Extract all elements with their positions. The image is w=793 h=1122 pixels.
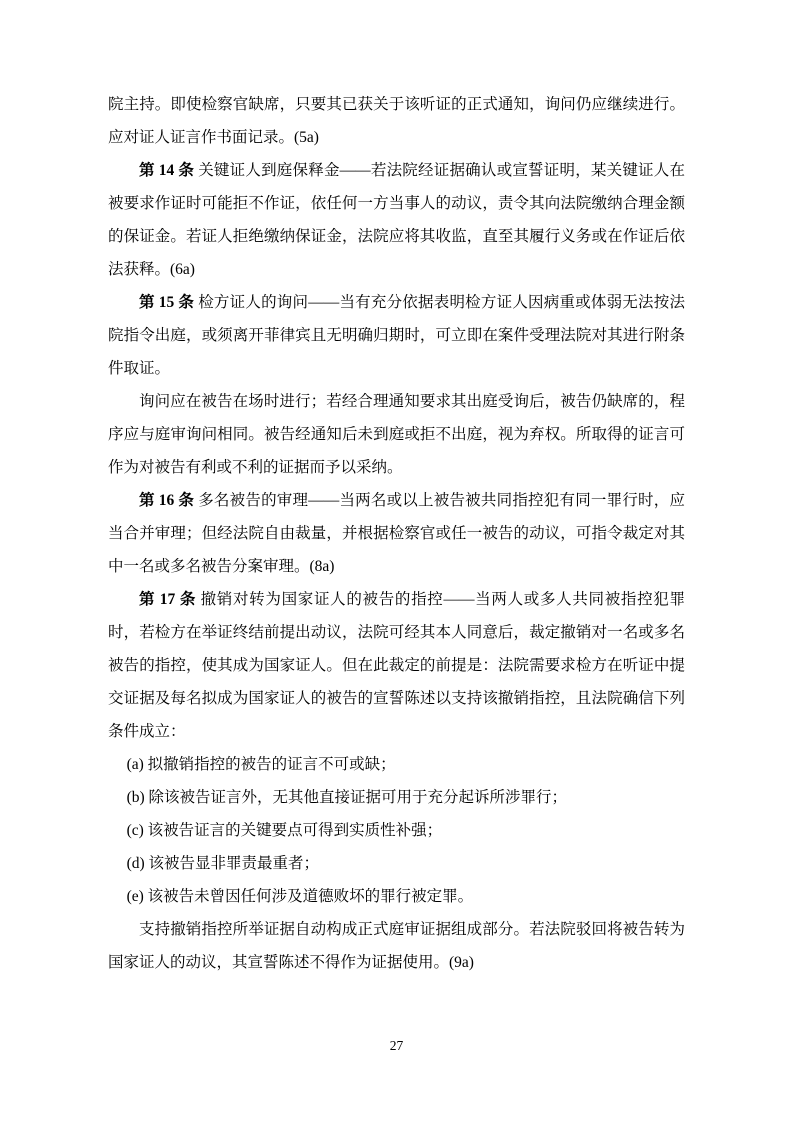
condition-marker: (b) <box>126 789 145 806</box>
condition-marker: (c) <box>126 822 144 839</box>
condition-marker: (d) <box>126 855 145 872</box>
page-number-footer <box>0 1038 793 1054</box>
paragraph-article-15-continued <box>108 385 685 484</box>
article-label-15: 第 15 条 <box>139 294 195 311</box>
condition-text: 该被告未曾因任何涉及道德败坏的罪行被定罪。 <box>147 888 474 905</box>
condition-item-b <box>108 781 685 814</box>
article-label-17: 第 17 条 <box>139 591 197 608</box>
paragraph-article-16 <box>108 484 685 583</box>
condition-text: 该被告显非罪责最重者； <box>148 855 320 872</box>
page-number: 27 <box>389 1038 404 1053</box>
condition-text: 除该被告证言外，无其他直接证据可用于充分起诉所涉罪行； <box>148 789 568 806</box>
condition-marker: (e) <box>126 888 144 905</box>
condition-item-c <box>108 814 685 847</box>
article-label-16: 第 16 条 <box>139 492 195 509</box>
paragraph-article-14 <box>108 154 685 286</box>
paragraph-text: 检方证人的询问——当有充分依据表明检方证人因病重或体弱无法按法院指令出庭，或须离开菲律宾且无明确归期时，可立即在案件受理法院对其进行附条件取证。 <box>108 294 685 377</box>
paragraph-text: 多名被告的审理——当两名或以上被告被共同指控犯有同一罪行时，应当合并审理；但经法院自由裁量，并根据检察官或任一被告的动议，可指令裁定对其中一名或多名被告分案审理。(8a) <box>108 492 685 575</box>
paragraph-text: 院主持。即使检察官缺席，只要其已获关于该听证的正式通知，询问仍应继续进行。应对证人证言作书面记录。(5a) <box>108 96 685 146</box>
condition-item-d <box>108 847 685 880</box>
paragraph-text: 支持撤销指控所举证据自动构成正式庭审证据组成部分。若法院驳回将被告转为国家证人的动议，其宣誓陈述不得作为证据使用。(9a) <box>108 921 685 971</box>
condition-item-e <box>108 880 685 913</box>
article-label-14: 第 14 条 <box>139 162 195 179</box>
condition-item-a <box>108 748 685 781</box>
paragraph-continued <box>108 88 685 154</box>
document-body <box>108 88 685 979</box>
paragraph-text: 撤销对转为国家证人的被告的指控——当两人或多人共同被指控犯罪时，若检方在举证终结前提出动议，法院可经其本人同意后，裁定撤销对一名或多名被告的指控，使其成为国家证人。但在此裁定的前提是：法院需要求检方在听证中提交证据及每名拟成为国家证人的被告的宣誓陈述以支持该撤销指控，且法院确信下列条件成立： <box>108 591 685 740</box>
paragraph-closing <box>108 913 685 979</box>
paragraph-text: 关键证人到庭保释金——若法院经证据确认或宣誓证明，某关键证人在被要求作证时可能拒不作证，依任何一方当事人的动议，责令其向法院缴纳合理金额的保证金。若证人拒绝缴纳保证金，法院应将其收监，直至其履行义务或在作证后依法获释。(6a) <box>108 162 685 278</box>
condition-text: 拟撤销指控的被告的证言不可或缺； <box>147 756 396 773</box>
condition-text: 该被告证言的关键要点可得到实质性补强； <box>147 822 443 839</box>
condition-marker: (a) <box>126 756 144 773</box>
paragraph-article-17 <box>108 583 685 748</box>
paragraph-article-15 <box>108 286 685 385</box>
paragraph-text: 询问应在被告在场时进行；若经合理通知要求其出庭受询后，被告仍缺席的，程序应与庭审询问相同。被告经通知后未到庭或拒不出庭，视为弃权。所取得的证言可作为对被告有利或不利的证据而予以采纳。 <box>108 393 685 476</box>
